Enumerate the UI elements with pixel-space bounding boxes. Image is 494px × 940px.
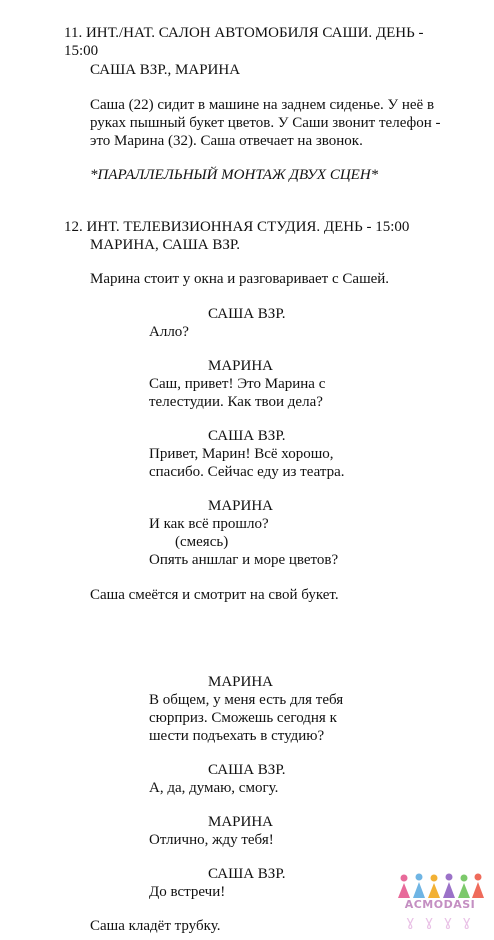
montage-note: *ПАРАЛЛЕЛЬНЫЙ МОНТАЖ ДВУХ СЦЕН* xyxy=(90,167,379,183)
action-line: это Марина (32). Саша отвечает на звонок. xyxy=(90,133,363,149)
people-group-icon xyxy=(392,872,488,900)
parenthetical: (смеясь) xyxy=(175,534,229,550)
action-line: Саша кладёт трубку. xyxy=(90,918,221,934)
character-cue: МАРИНА xyxy=(208,358,274,374)
watermark-logo xyxy=(392,872,488,934)
dialogue-line: В общем, у меня есть для тебя xyxy=(149,692,344,708)
action-line: Саша (22) сидит в машине на заднем сиденье. У неё в xyxy=(90,97,435,113)
scene-heading-cont: 15:00 xyxy=(64,43,99,59)
scene-characters: МАРИНА, САША ВЗР. xyxy=(90,237,241,253)
dialogue-line: Саш, привет! Это Марина с xyxy=(149,376,326,392)
dialogue-line: Отлично, жду тебя! xyxy=(149,832,274,848)
dialogue-line: Опять аншлаг и море цветов? xyxy=(149,552,339,568)
character-cue: САША ВЗР. xyxy=(208,428,286,444)
scene-heading: 11. ИНТ./НАТ. САЛОН АВТОМОБИЛЯ САШИ. ДЕНЬ - xyxy=(64,25,424,41)
character-cue: МАРИНА xyxy=(208,814,274,830)
watermark-brand: ACMODASI xyxy=(404,898,476,911)
action-line: Саша смеётся и смотрит на свой букет. xyxy=(90,587,339,603)
action-line: Марина стоит у окна и разговаривает с Сашей. xyxy=(90,271,390,287)
watermark-decoration: ɣ ɣ ɣ ɣ xyxy=(406,914,474,930)
dialogue-line: Привет, Марин! Всё хорошо, xyxy=(149,446,334,462)
dialogue-line: спасибо. Сейчас еду из театра. xyxy=(149,464,345,480)
dialogue-line: А, да, думаю, смогу. xyxy=(149,780,279,796)
character-cue: МАРИНА xyxy=(208,498,274,514)
dialogue-line: До встречи! xyxy=(149,884,226,900)
character-cue: САША ВЗР. xyxy=(208,866,286,882)
dialogue-line: телестудии. Как твои дела? xyxy=(149,394,323,410)
character-cue: САША ВЗР. xyxy=(208,306,286,322)
scene-characters: САША ВЗР., МАРИНА xyxy=(90,62,241,78)
dialogue-line: Алло? xyxy=(149,324,189,340)
action-line: руках пышный букет цветов. У Саши звонит телефон - xyxy=(90,115,441,131)
dialogue-line: шести подъехать в студию? xyxy=(149,728,325,744)
dialogue-line: сюрприз. Сможешь сегодня к xyxy=(149,710,337,726)
scene-heading: 12. ИНТ. ТЕЛЕВИЗИОННАЯ СТУДИЯ. ДЕНЬ - 15:00 xyxy=(64,219,410,235)
character-cue: САША ВЗР. xyxy=(208,762,286,778)
dialogue-line: И как всё прошло? xyxy=(149,516,269,532)
character-cue: МАРИНА xyxy=(208,674,274,690)
